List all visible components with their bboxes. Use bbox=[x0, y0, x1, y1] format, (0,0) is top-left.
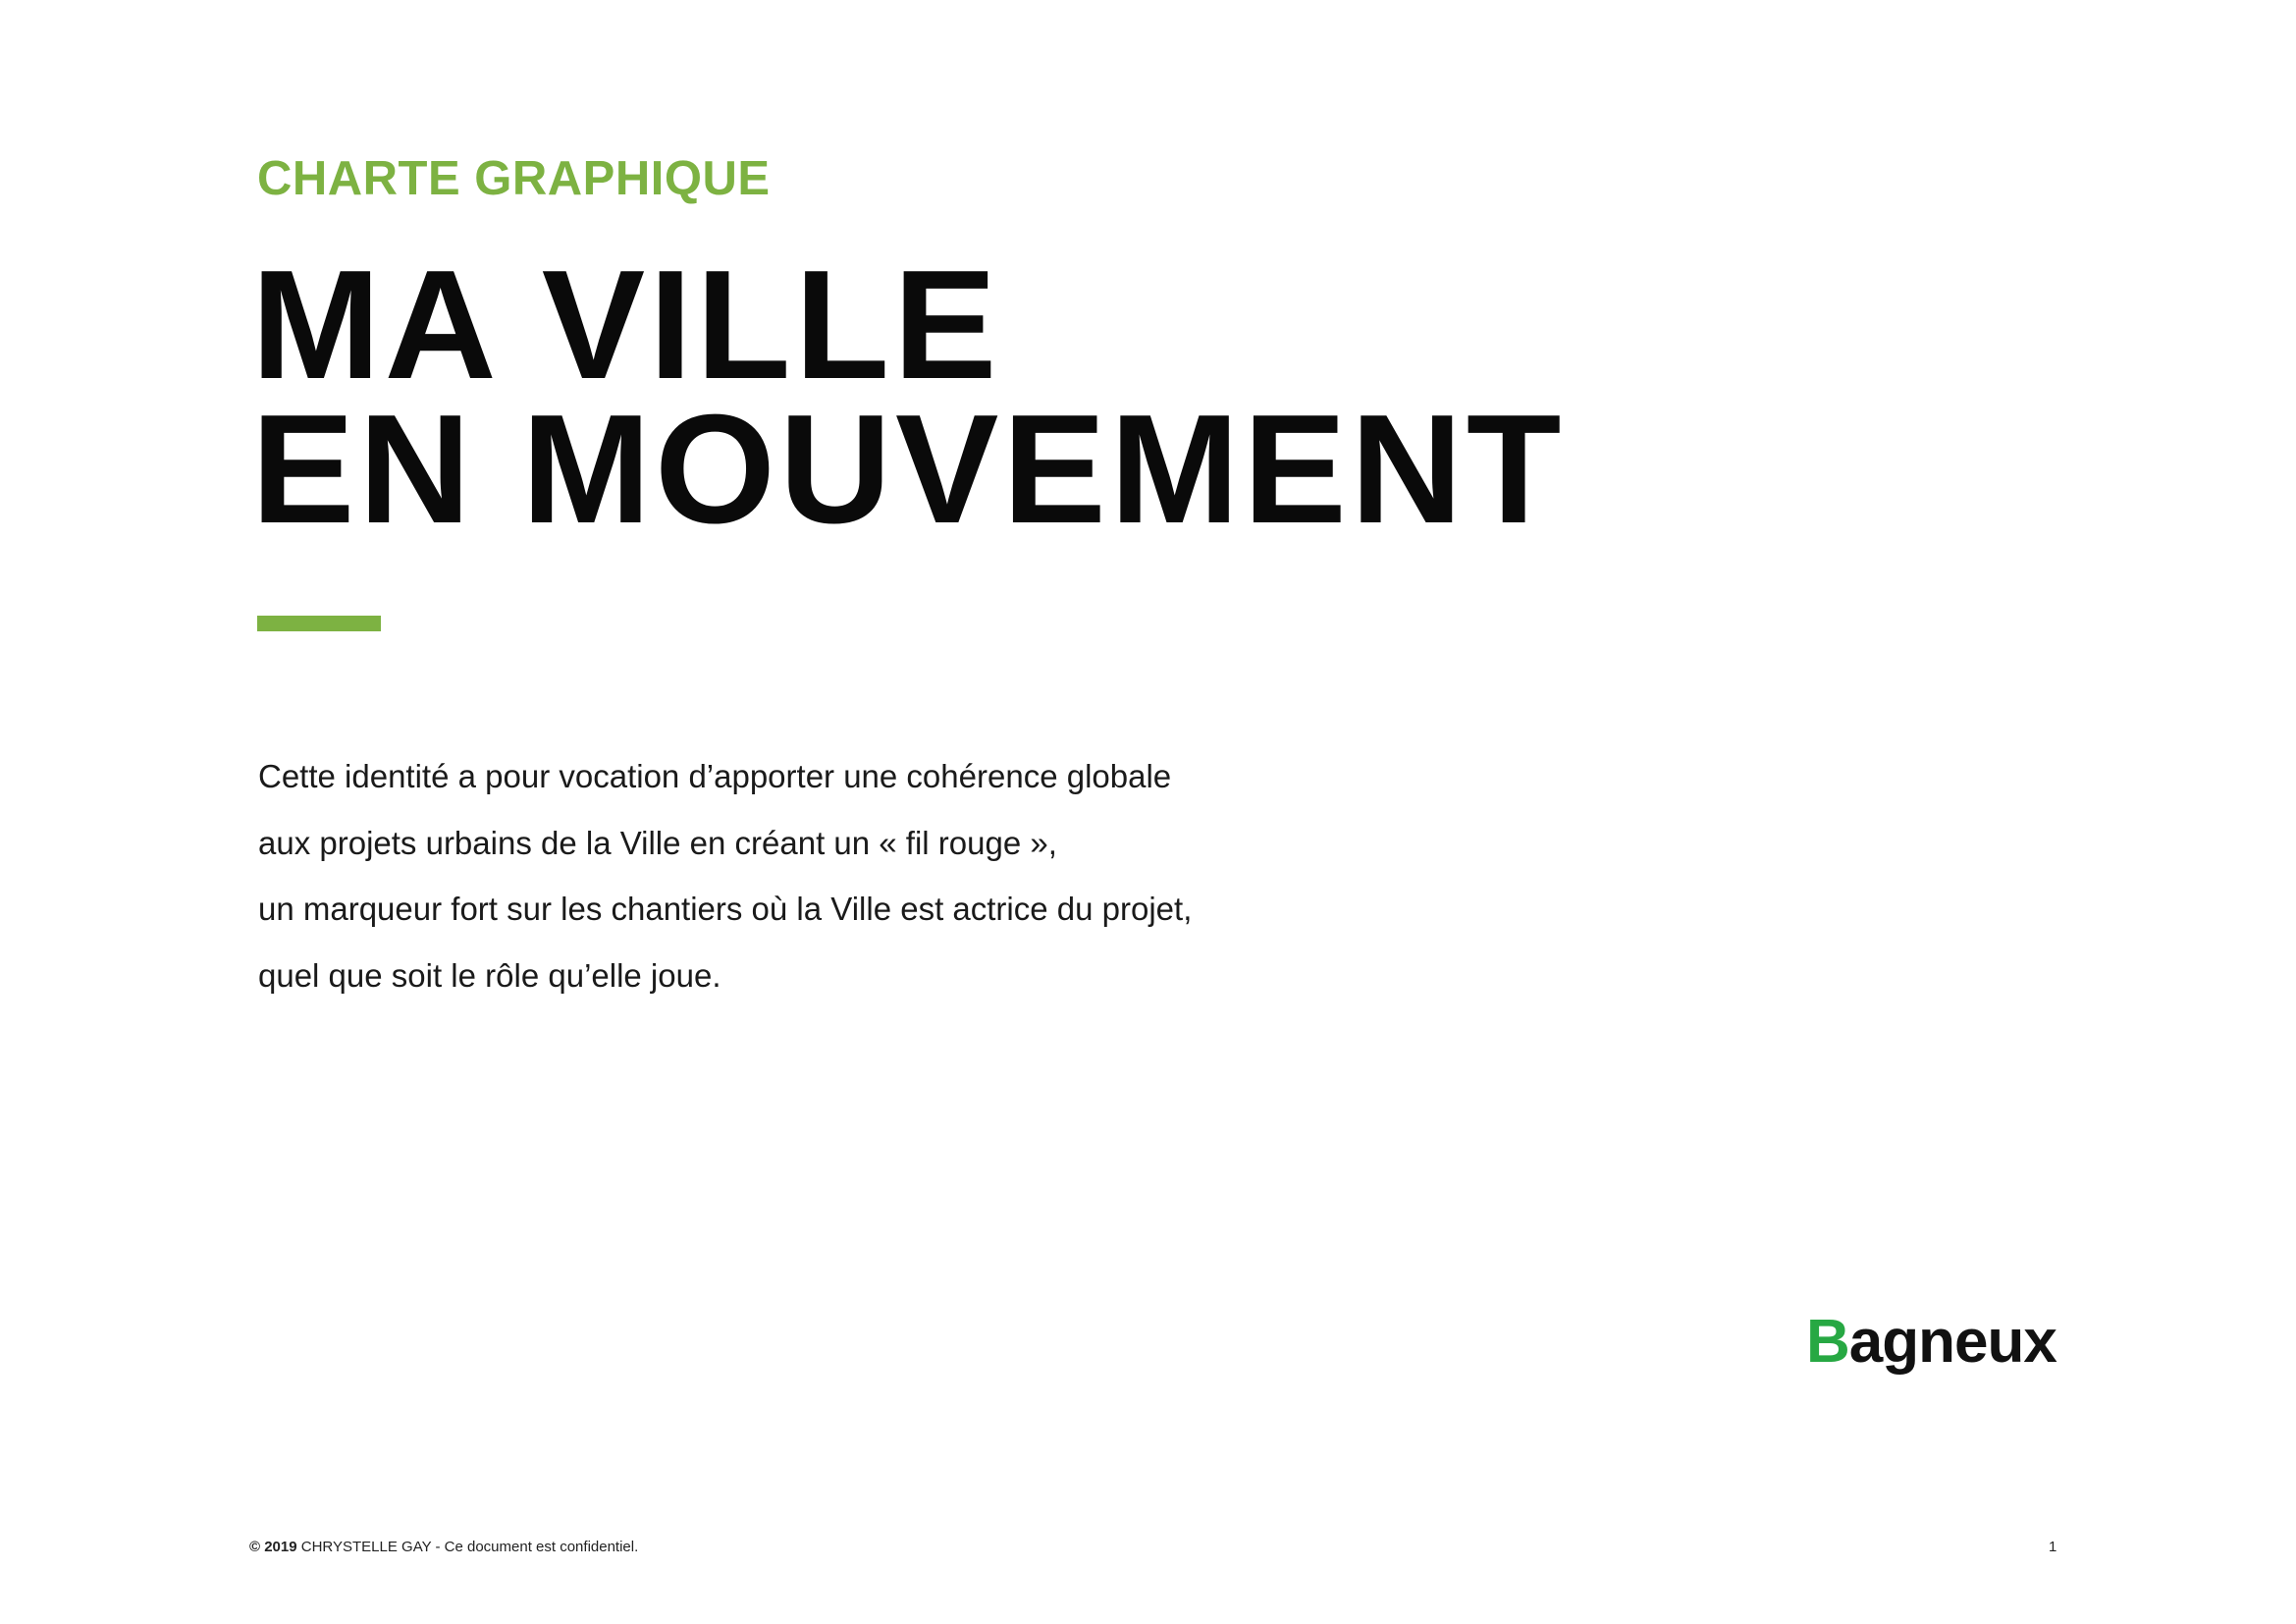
logo-initial: B bbox=[1806, 1308, 1849, 1376]
copyright-text: CHRYSTELLE GAY - Ce document est confidentiel. bbox=[300, 1539, 639, 1555]
document-title bbox=[251, 239, 1566, 556]
page-number: 1 bbox=[2049, 1539, 2057, 1555]
accent-divider bbox=[257, 616, 381, 631]
intro-line: Cette identité a pour vocation d’apporter une cohérence globale bbox=[258, 758, 1172, 794]
copyright-year: © 2019 bbox=[249, 1539, 297, 1555]
intro-line: quel que soit le rôle qu’elle joue. bbox=[258, 956, 721, 994]
intro-paragraph bbox=[258, 743, 1192, 1008]
title-line-2: EN MOUVEMENT bbox=[251, 383, 1566, 556]
document-kicker: CHARTE GRAPHIQUE bbox=[257, 152, 771, 205]
logo-wordmark: agneux bbox=[1848, 1308, 2056, 1376]
bagneux-logo bbox=[1806, 1308, 2056, 1382]
intro-line: aux projets urbains de la Ville en créant un « fil rouge », bbox=[258, 824, 1057, 861]
intro-line: un marqueur fort sur les chantiers où la Ville est actrice du projet, bbox=[258, 891, 1193, 927]
title-line-1: MA VILLE bbox=[251, 239, 1001, 411]
footer-copyright bbox=[249, 1539, 638, 1555]
